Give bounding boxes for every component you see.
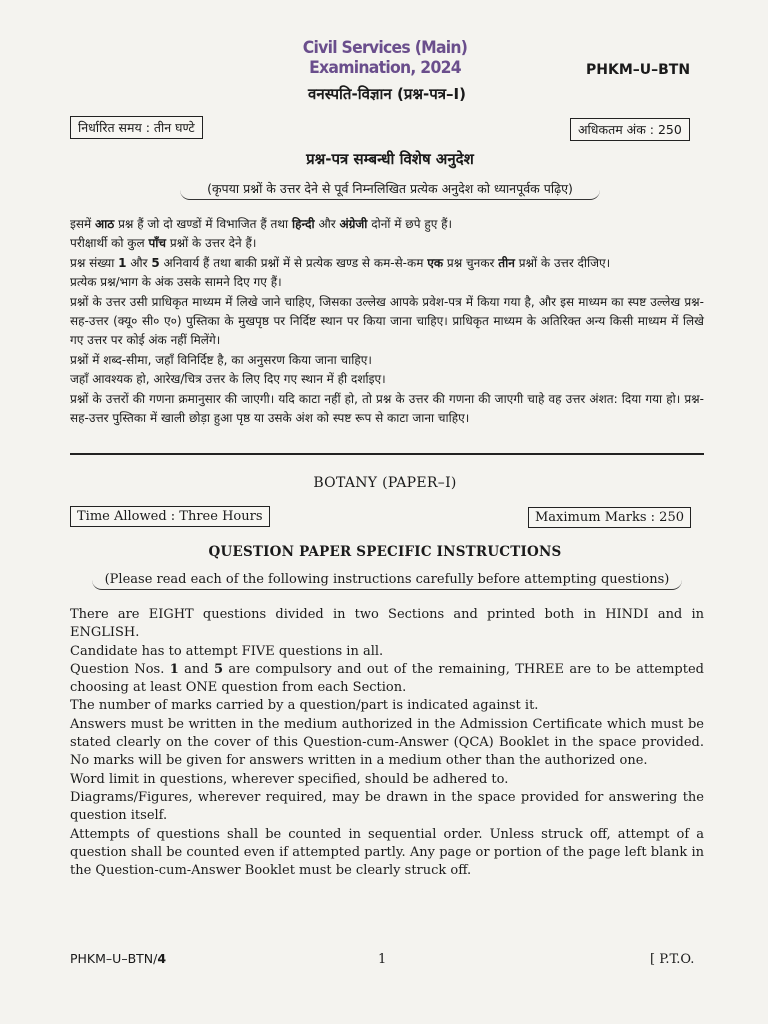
hindi-instruction-3: प्रश्न संख्या 1 और 5 अनिवार्य हैं तथा बाकी प्रश्नों में से प्रत्येक खण्ड से कम-से-कम एक प्रश्न चुनकर तीन प्रश्नों के उत्तर दीजिए। [70,255,611,270]
english-instructions-note: (Please read each of the following instructions carefully before attempting questions) [92,572,682,590]
hindi-instructions-heading: प्रश्न-पत्र सम्बन्धी विशेष अनुदेश [306,150,474,168]
hindi-instruction-7: जहाँ आवश्यक हो, आरेख/चित्र उत्तर के लिए दिए गए स्थान में ही दर्शाइए। [70,372,386,387]
english-subject-title: BOTANY (PAPER–I) [313,475,457,491]
hindi-instruction-8: प्रश्नों के उत्तरों की गणना क्रमानुसार की जाएगी। यदि काटा नहीं हो, तो प्रश्न के उत्तर की गणना की जाएगी चाहे वह उत्तर अंशत: दिया गया हो। प्रश्न-सह-उत्तर पुस्तिका में खाली छोड़ा हुआ पृष्ठ या उसके अंश को स्पष्ट रूप से काटा जाना चाहिए। [70,391,704,426]
hindi-time-allowed-box: निर्धारित समय : तीन घण्टे [70,116,203,139]
pto-marker: [ P.T.O. [650,952,695,967]
hindi-subject-title: वनस्पति-विज्ञान (प्रश्न-पत्र–I) [308,85,466,103]
hindi-instructions-note: (कृपया प्रश्नों के उत्तर देने से पूर्व निम्नलिखित प्रत्येक अनुदेश को ध्यानपूर्वक पढ़िए) [180,180,600,200]
english-instruction-5: Answers must be written in the medium authorized in the Admission Certificate which must be stated clearly on the cover of this Question-cum-Answer (QCA) Booklet in the space provided. No marks will be given for answers written in a medium other than the authorized one. [70,716,704,769]
hindi-instruction-2: परीक्षार्थी को कुल पाँच प्रश्नों के उत्तर देने हैं। [70,236,257,251]
hindi-instruction-4: प्रत्येक प्रश्न/भाग के अंक उसके सामने दिए गए हैं। [70,275,282,290]
english-instruction-8: Attempts of questions shall be counted in sequential order. Unless struck off, attempt of a question shall be counted even if attempted partly. Any page or portion of the page left blank in the Question-cum-Answer Booklet must be clearly struck off. [70,826,704,879]
paper-code: PHKM–U–BTN [586,62,691,78]
hindi-instruction-1: इसमें आठ प्रश्न हैं जो दो खण्डों में विभाजित हैं तथा हिन्दी और अंग्रेजी दोनों में छपे हुए हैं। [70,217,453,231]
english-max-marks-box: Maximum Marks : 250 [528,507,691,528]
english-time-allowed-box: Time Allowed : Three Hours [70,506,270,527]
english-instruction-2: Candidate has to attempt FIVE questions in all. [70,643,384,659]
english-instruction-4: The number of marks carried by a question/part is indicated against it. [70,698,539,714]
page-number: 1 [378,952,387,967]
section-divider [70,453,704,455]
footer-paper-code: PHKM–U–BTN/4 [70,951,167,966]
english-instructions-list [70,606,704,880]
hindi-instruction-5: प्रश्नों के उत्तर उसी प्राधिकृत माध्यम में लिखे जाने चाहिए, जिसका उल्लेख आपके प्रवेश-पत्र में किया गया है, और इस माध्यम का स्पष्ट उल्लेख प्रश्न-सह-उत्तर (क्यू० सी० ए०) पुस्तिका के मुखपृष्ठ पर निर्दिष्ट स्थान पर किया जाना चाहिए। प्राधिकृत माध्यम के अतिरिक्त अन्य किसी माध्यम में लिखे गए उत्तर पर कोई अंक नहीं मिलेंगे। [70,294,704,348]
english-instruction-3: Question Nos. 1 and 5 are compulsory and out of the remaining, THREE are to be attempted choosing at least ONE question from each Section. [70,661,704,696]
hindi-instructions-list [70,215,704,428]
exam-title: Civil Services (Main) Examination, 2024 [302,38,468,78]
english-instruction-1: There are EIGHT questions divided in two Sections and printed both in HINDI and in ENGLISH. [70,607,704,641]
hindi-instruction-6: प्रश्नों में शब्द-सीमा, जहाँ विनिर्दिष्ट है, का अनुसरण किया जाना चाहिए। [70,352,372,367]
english-instruction-7: Diagrams/Figures, wherever required, may be drawn in the space provided for answering the question itself. [70,789,704,824]
hindi-max-marks-box: अधिकतम अंक : 250 [570,118,690,141]
english-instruction-6: Word limit in questions, wherever specified, should be adhered to. [70,771,509,787]
english-instructions-heading: QUESTION PAPER SPECIFIC INSTRUCTIONS [208,544,562,560]
